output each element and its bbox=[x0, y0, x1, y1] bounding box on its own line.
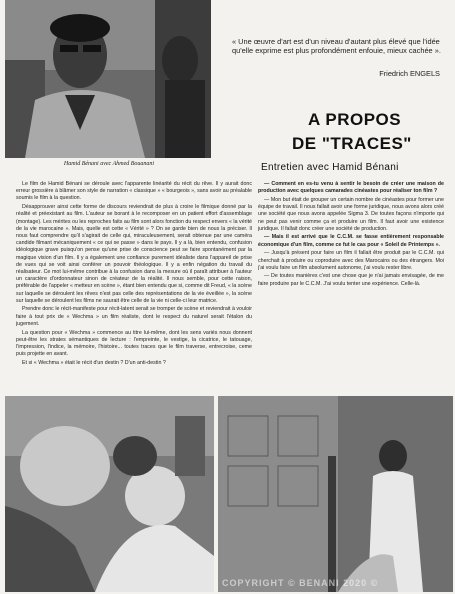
article-title-line2: DE "TRACES" bbox=[292, 134, 412, 153]
epigraph-author: Friedrich ENGELS bbox=[379, 69, 440, 78]
paragraph: Désapprouver ainsi cette forme de discours reviendrait de plus à croire le filmique donné par la réalité et préexistant au film. L'auteur se borant à le recomposer en un patient effort d'assemblage (montage). Les mérites ou les reproches faits au film sont alors fonction du respect envers « la vérité de la vie marocaine ». Mais, quelle est cette « Vérité » ? On se garde bien de nous la préciser. Il nous faut comprendre qu'il s'agirait de celle qui, miraculeusement, serait obtenue par une caméra candide filmant mécaniquement « ce qui se passe » dans le pays. Il y a là, bien entendu, confusion idéologique grave puisqu'on pense qu'une prise de conscience peut se faire spontanément par la magique vision d'un film. Il y a également une confiance purement idéaliste dans l'appareil de prise de vues qui se voit ainsi conférer un pouvoir théologique. Il y a enfin négation du travail du réalisateur. Ce mot lui-même contribue à la confusion dans la mesure où il paraît attribuer à l'auteur un caractère d'ordonnateur sinon de créateur de la réalité. Il nous semble, pour cette raison, préférable de l'appeler « metteur en scène », étant bien entendu que si, comme dit Freud, « la scène sur laquelle se déroulent les rêves n'est pas celle des représentations de la vie éveillée », la scène sur laquelle se déroulent les films ne saurait être celle de la vie ni celle-ci leur matrice. bbox=[16, 204, 252, 304]
paragraph: Et si « Wechma » était le récit d'un destin ? D'un anti-destin ? bbox=[22, 359, 166, 366]
film-still-left-graphic bbox=[5, 396, 214, 592]
article-title-line1: A PROPOS bbox=[308, 110, 402, 129]
epigraph-quote: « Une œuvre d'art est d'un niveau d'autant plus élevé que l'idée qu'elle exprime est plus profondément enfouie, mieux cachée ». bbox=[232, 37, 441, 56]
article-column-right bbox=[258, 181, 444, 391]
portrait-photo-graphic bbox=[5, 0, 211, 158]
photo-portrait bbox=[5, 0, 211, 158]
photo-film-still-right bbox=[218, 396, 453, 592]
article-subtitle: Entretien avec Hamid Bénani bbox=[261, 162, 399, 173]
paragraph: La question pour « Wechma » commence au titre lui-même, dont les sens variés nous donnent peut-être les strates sémantiques de lecture : l'empreinte, le vestige, la cicatrice, le tatouage, l'impression, l'indice, la mémoire, l'histoire... toutes traces que le film traverse, entrecroise, ceme puis projette en avant. bbox=[16, 329, 252, 358]
copyright-watermark: COPYRIGHT © BENANI 2020 © bbox=[222, 578, 379, 588]
interview-paragraph: — Mais il est arrivé que le C.C.M. se fasse entièrement responsable économique d'un film, comme ce fut le cas pour « Soleil de Printemps ». bbox=[258, 234, 444, 248]
interview-paragraph: — Mon but était de grouper un certain nombre de cinéastes pour former une équipe de travail. Il nous fallait avoir une forme juridique, nous avons alors créé une société que nous avons appelée Sigma 3. De toutes façons n'importe qui ne peut pas venir comme ça et produire un film. Il faut avoir une existence juridique. Il fallait donc créer une société de production. bbox=[258, 196, 444, 232]
photo-film-still-left bbox=[5, 396, 214, 592]
interview-paragraph: — De toutes manières c'est une chose que je n'ai jamais envisagée, de me faire produire par le C.C.M. J'ai voulu tenter une expérience. Celle-là. bbox=[258, 273, 444, 287]
interview-paragraph: — Comment en es-tu venu à sentir le besoin de créer une maison de production avec quelques camarades cinéastes pour réaliser ton film ? bbox=[258, 181, 444, 195]
article-column-left bbox=[16, 181, 252, 391]
interview-paragraph: — Jusqu'à présent pour faire un film il fallait être produit par le C.C.M. qui cherchait à produire ou coproduire avec des Marocains ou des étrangers. Moi j'ai voulu faire un film absolument autonome, j'ai voulu rester libre. bbox=[258, 250, 444, 271]
film-still-right-graphic bbox=[218, 396, 453, 592]
photo-caption: Hamid Bénani avec Ahmed Bouanani bbox=[63, 161, 155, 167]
paragraph: Prendre donc le récit-manifeste pour récit-latent serait se tromper de scène et reviendrait à vouloir faire à tout prix de « Wechma » un film réaliste, dont le respect du naturel serait l'étalon du jugement. bbox=[16, 306, 252, 327]
paragraph: Le film de Hamid Bénani se déroule avec l'apparente linéarité du récit du rêve. Il y aurait donc erreur grossière à blâmer son style de narration « classique » « bourgeois », sans avoir au préalable soumis le film à la question. bbox=[16, 181, 252, 202]
